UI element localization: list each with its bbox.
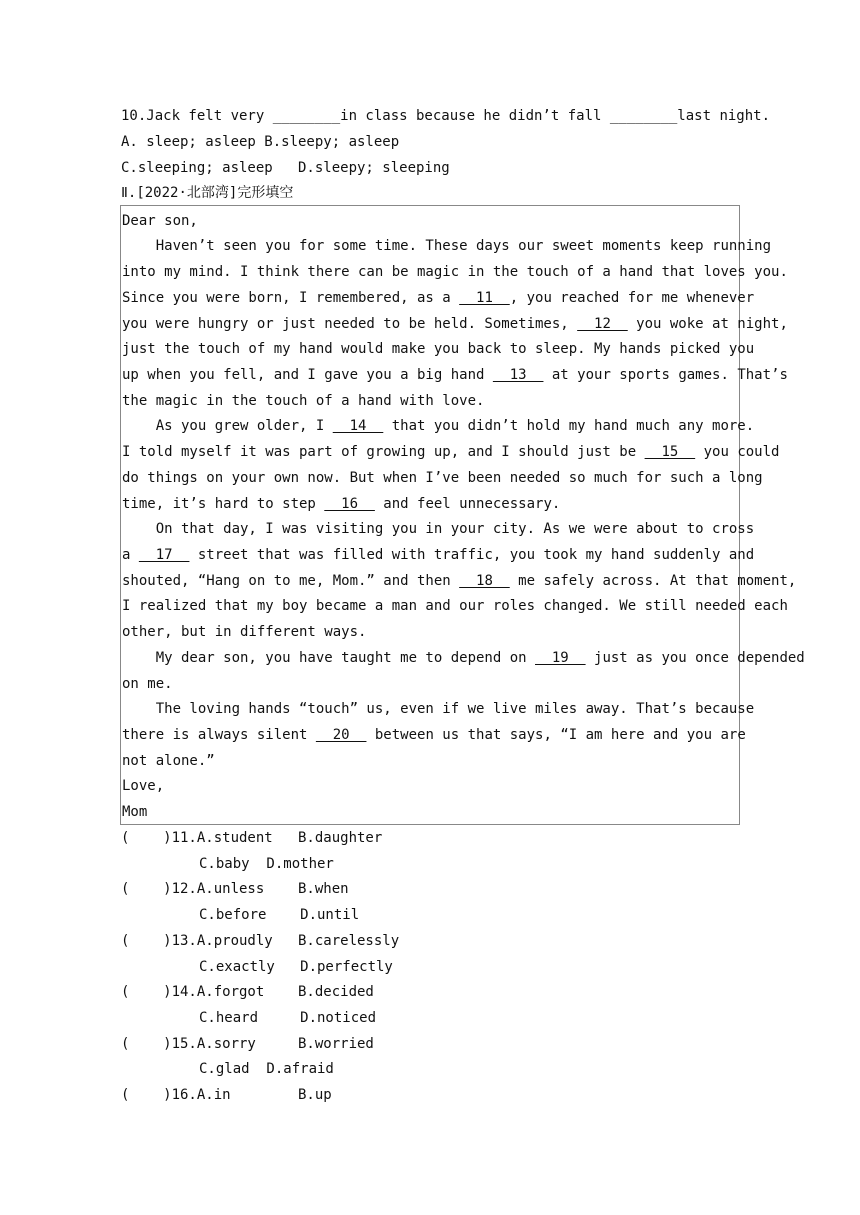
q10-stem: 10.Jack felt very ________in class because he didn’t fall ________last night.: [121, 108, 771, 124]
question-16-options-ab: ( )16.A.in B.up: [121, 1087, 332, 1103]
passage-line: on me.: [122, 676, 173, 692]
question-11-options-ab: ( )11.A.student B.daughter: [121, 830, 383, 846]
blank-20: 20: [315, 727, 367, 743]
passage-greeting: Dear son,: [122, 213, 198, 229]
passage-line: Haven’t seen you for some time. These days our sweet moments keep running: [122, 238, 772, 254]
question-14-options-ab: ( )14.A.forgot B.decided: [121, 984, 374, 1000]
q10-options-cd: C.sleeping; asleep D.sleepy; sleeping: [121, 160, 450, 176]
blank-13: 13: [492, 367, 544, 383]
question-12-options-cd: C.before D.until: [199, 907, 360, 923]
question-11-options-cd: C.baby D.mother: [199, 856, 334, 872]
blank-12: 12: [577, 316, 628, 332]
question-15-options-cd: C.glad D.afraid: [199, 1061, 334, 1077]
passage-line: into my mind. I think there can be magic in the touch of a hand that loves you.: [122, 264, 788, 280]
question-13-options-cd: C.exactly D.perfectly: [199, 959, 393, 975]
passage-line: you were hungry or just needed to be held. Sometimes, 12 you woke at night,: [122, 316, 788, 332]
blank-17: 17: [138, 547, 190, 563]
blank-15: 15: [644, 444, 696, 460]
passage-signature: Mom: [122, 804, 148, 820]
passage-line: just the touch of my hand would make you back to sleep. My hands picked you: [122, 341, 755, 357]
passage-line: other, but in different ways.: [122, 624, 367, 640]
passage-line: My dear son, you have taught me to depend on 19 just as you once depended: [122, 650, 805, 666]
question-12-options-ab: ( )12.A.unless B.when: [121, 881, 349, 897]
passage-line: time, it’s hard to step 16 and feel unnecessary.: [122, 496, 561, 512]
passage-line: there is always silent 20 between us that says, “I am here and you are: [122, 727, 746, 743]
passage-line: I realized that my boy became a man and our roles changed. We still needed each: [122, 598, 788, 614]
cloze-passage-box: [120, 205, 805, 825]
section-heading: Ⅱ.[2022·北部湾]完形填空: [121, 185, 294, 201]
passage-line: the magic in the touch of a hand with love.: [122, 393, 485, 409]
blank-18: 18: [459, 573, 510, 589]
passage-line: I told myself it was part of growing up, and I should just be 15 you could: [122, 444, 780, 460]
passage-line: On that day, I was visiting you in your city. As we were about to cross: [122, 521, 755, 537]
question-15-options-ab: ( )15.A.sorry B.worried: [121, 1036, 374, 1052]
passage-line: The loving hands “touch” us, even if we live miles away. That’s because: [122, 701, 755, 717]
passage-line: up when you fell, and I gave you a big hand 13 at your sports games. That’s: [122, 367, 788, 383]
blank-11: 11: [459, 290, 510, 306]
passage-line: Since you were born, I remembered, as a 11 , you reached for me whenever: [122, 290, 755, 306]
question-13-options-ab: ( )13.A.proudly B.carelessly: [121, 933, 400, 949]
question-14-options-cd: C.heard D.noticed: [199, 1010, 377, 1026]
blank-19: 19: [535, 650, 586, 666]
passage-closing: Love,: [122, 778, 165, 794]
q10-options-ab: A. sleep; asleep B.sleepy; asleep: [121, 134, 400, 150]
passage-line: not alone.”: [122, 753, 215, 769]
blank-14: 14: [332, 418, 384, 434]
passage-line: do things on your own now. But when I’ve been needed so much for such a long: [122, 470, 763, 486]
passage-line: a 17 street that was filled with traffic, you took my hand suddenly and: [122, 547, 755, 563]
passage-line: shouted, “Hang on to me, Mom.” and then 18 me safely across. At that moment,: [122, 573, 797, 589]
passage-line: As you grew older, I 14 that you didn’t hold my hand much any more.: [122, 418, 755, 434]
blank-16: 16: [324, 496, 375, 512]
